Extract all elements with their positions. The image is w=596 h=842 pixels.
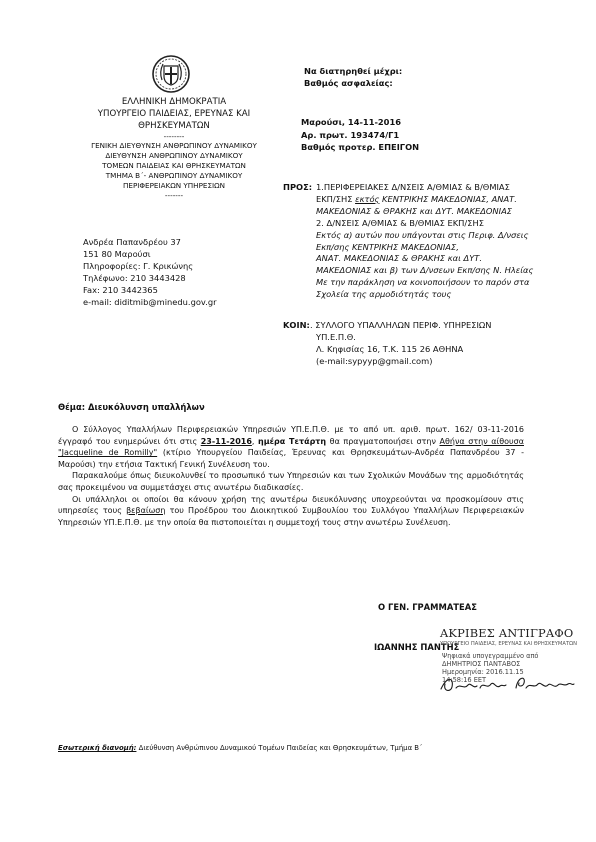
separator: -------	[164, 191, 184, 200]
internal-distribution-label: Εσωτερική διανομή:	[58, 744, 137, 752]
recipients-list	[316, 182, 566, 301]
cc-address: Λ. Κηφισίας 16, Τ.Κ. 115 26 ΑΘΗΝΑ	[316, 343, 464, 354]
digital-signature-line: Ψηφιακά υπογεγραμμένο από	[442, 652, 539, 660]
cc-recipient: . ΣΥΛΛΟΓΟ ΥΠΑΛΛΗΛΩΝ ΠΕΡΙΦ. ΥΠΗΡΕΣΙΩΝ	[310, 320, 492, 330]
paragraph-2: Παρακαλούμε όπως διευκολυνθεί το προσωπικό των Υπηρεσιών και των Σχολικών Μονάδων της αρμοδιότητάς σας προκειμένου να συμμετάσχει στις ανωτέρω διαδικασίες.	[58, 471, 524, 492]
paragraph-1: Ο Σύλλογος Υπαλλήλων Περιφερειακών Υπηρεσιών ΥΠ.Ε.Π.Θ. με το από υπ. αριθ. πρωτ. 162/ 03-11-2016 έγγραφό του ενημερώνει ότι στις 23-11-2016, ημέρα Τετάρτη θα πραγματοποιήσει στην Αθήνα στην αίθουσα "Jacqueline de Romilly" (κτίριο Υπουργείου Παιδείας, Έρευνας και Θρησκευμάτων-Ανδρέα Παπανδρέου 37 - Μαρούσι) την ετήσια Τακτική Γενική Συνέλευση του.	[58, 425, 525, 469]
document-meta-top	[304, 65, 504, 89]
recipient-2-line: Εκτός α) αυτών που υπάγονται στις Περιφ. Δ/νσεις	[316, 229, 529, 240]
digital-signature-date: Ημερομηνία: 2016.11.15	[442, 668, 524, 676]
document-meta	[301, 116, 521, 154]
ministry-name-line1: ΥΠΟΥΡΓΕΙΟ ΠΑΙΔΕΙΑΣ, ΕΡΕΥΝΑΣ ΚΑΙ	[97, 109, 251, 119]
cc-list	[310, 320, 560, 368]
recipient-1-cont: ΕΚΠ/ΣΗΣ εκτός ΚΕΝΤΡΙΚΗΣ ΜΑΚΕΔΟΝΙΑΣ, ΑΝΑΤ.	[316, 193, 517, 204]
contact-person: Πληροφορίες: Γ. Κρικώνης	[83, 261, 194, 271]
keep-until: Να διατηρηθεί μέχρι:	[304, 66, 403, 76]
cc-label: ΚΟΙΝ:	[283, 320, 310, 330]
fax: Fax: 210 3442365	[83, 285, 158, 295]
email: e-mail: diditmib@minedu.gov.gr	[83, 297, 217, 307]
address: Ανδρέα Παπανδρέου 37	[83, 237, 181, 247]
cc-recipient-line: ΥΠ.Ε.Π.Θ.	[316, 331, 356, 342]
internal-distribution	[58, 744, 538, 753]
to-label: ΠΡΟΣ:	[283, 182, 313, 192]
recipient-2-line: Με την παράκληση να κοινοποιήσουν το παρόν στα	[316, 277, 530, 288]
digital-signature-name: ΔΗΜΗΤΡΙΟΣ ΠΑΝΤΑΒΟΣ	[442, 660, 521, 668]
department-sub: ΠΕΡΙΦΕΡΕΙΑΚΩΝ ΥΠΗΡΕΣΙΩΝ	[123, 181, 225, 190]
recipient-1: 1.ΠΕΡΙΦΕΡΕΙΑΚΕΣ Δ/ΝΣΕΙΣ Α/ΘΜΙΑΣ & Β/ΘΜΙΑΣ	[316, 182, 510, 192]
directorate-sectors: ΤΟΜΕΩΝ ΠΑΙΔΕΙΑΣ ΚΑΙ ΘΡΗΣΚΕΥΜΑΤΩΝ	[102, 161, 246, 170]
recipient-2-line: Σχολεία της αρμοδιότητάς τους	[316, 289, 452, 300]
recipient-1-cont2: ΜΑΚΕΔΟΝΙΑΣ & ΘΡΑΚΗΣ και ΔΥΤ. ΜΑΚΕΔΟΝΙΑΣ	[316, 205, 512, 216]
separator: --------	[163, 132, 185, 141]
phone: Τηλέφωνο: 210 3443428	[83, 273, 186, 283]
country-name: ΕΛΛΗΝΙΚΗ ΔΗΜΟΚΡΑΤΙΑ	[121, 97, 227, 107]
postcode: 151 80 Μαρούσι	[83, 249, 151, 259]
document-date: Μαρούσι, 14-11-2016	[301, 117, 402, 127]
cc-email: (e-mail:sypyyp@gmail.com)	[316, 355, 433, 366]
stamp-title: ΑΚΡΙΒΕΣ ΑΝΤΙΓΡΑΦΟ	[440, 626, 574, 640]
recipient-2-line: ΑΝΑΤ. ΜΑΚΕΔΟΝΙΑΣ & ΘΡΑΚΗΣ και ΔΥΤ.	[316, 253, 482, 264]
contact-block	[83, 236, 293, 308]
true-copy-stamp	[440, 626, 577, 650]
subject: Θέμα: Διευκόλυνση υπαλλήλων	[58, 402, 205, 412]
handwritten-signature	[438, 672, 578, 696]
directorate: ΔΙΕΥΘΥΝΣΗ ΑΝΘΡΩΠΙΝΟΥ ΔΥΝΑΜΙΚΟΥ	[105, 151, 243, 160]
general-directorate: ΓΕΝΙΚΗ ΔΙΕΥΘΥΝΣΗ ΑΝΘΡΩΠΙΝΟΥ ΔΥΝΑΜΙΚΟΥ	[91, 141, 257, 150]
protocol-number: Αρ. πρωτ. 193474/Γ1	[301, 129, 400, 140]
stamp-subtitle: ΥΠΟΥΡΓΕΙΟ ΠΑΙΔΕΙΑΣ, ΕΡΕΥΝΑΣ ΚΑΙ ΘΡΗΣΚΕΥΜΑΤΩΝ	[440, 641, 577, 647]
signatory-name: ΙΩΑΝΝΗΣ ΠΑΝΤΗΣ	[374, 642, 460, 652]
paragraph-3: Οι υπάλληλοι οι οποίοι θα κάνουν χρήση της ανωτέρω διευκόλυνσης υποχρεούνται να προσκομίσουν στις υπηρεσίες τους βεβαίωση του Προέδρου του Διοικητικού Συμβουλίου του Συλλόγου Υπαλλήλων Περιφερειακών Υπηρεσιών ΥΠ.Ε.Π.Θ. με την οποία θα πιστοποιείται η συμμετοχή τους στην ανωτέρω Συνέλευση.	[58, 494, 525, 527]
recipient-2: 2. Δ/ΝΣΕΙΣ Α/ΘΜΙΑΣ & Β/ΘΜΙΑΣ ΕΚΠ/ΣΗΣ	[316, 217, 484, 228]
issuer-header	[58, 96, 290, 200]
priority: Βαθμός προτερ. ΕΠΕΙΓΟΝ	[301, 142, 420, 152]
internal-distribution-text: Διεύθυνση Ανθρώπινου Δυναμικού Τομέων Παιδείας και Θρησκευμάτων, Τμήμα Β΄	[136, 744, 423, 752]
recipient-2-line: ΜΑΚΕΔΟΝΙΑΣ και β) των Δ/νσεων Εκπ/σης Ν. Ηλείας	[316, 265, 534, 276]
signatory-title: Ο ΓΕΝ. ΓΡΑΜΜΑΤΕΑΣ	[378, 602, 477, 612]
department: ΤΜΗΜΑ Β΄- ΑΝΘΡΩΠΙΝΟΥ ΔΥΝΑΜΙΚΟΥ	[105, 171, 243, 180]
security-level: Βαθμός ασφαλείας:	[304, 78, 393, 88]
greek-state-emblem	[151, 54, 191, 94]
letter-body	[58, 424, 524, 528]
recipient-2-line: Εκπ/σης ΚΕΝΤΡΙΚΗΣ ΜΑΚΕΔΟΝΙΑΣ,	[316, 241, 459, 252]
ministry-name-line2: ΘΡΗΣΚΕΥΜΑΤΩΝ	[138, 121, 210, 131]
digital-signature-time: 14:58:16 EET	[442, 676, 487, 684]
